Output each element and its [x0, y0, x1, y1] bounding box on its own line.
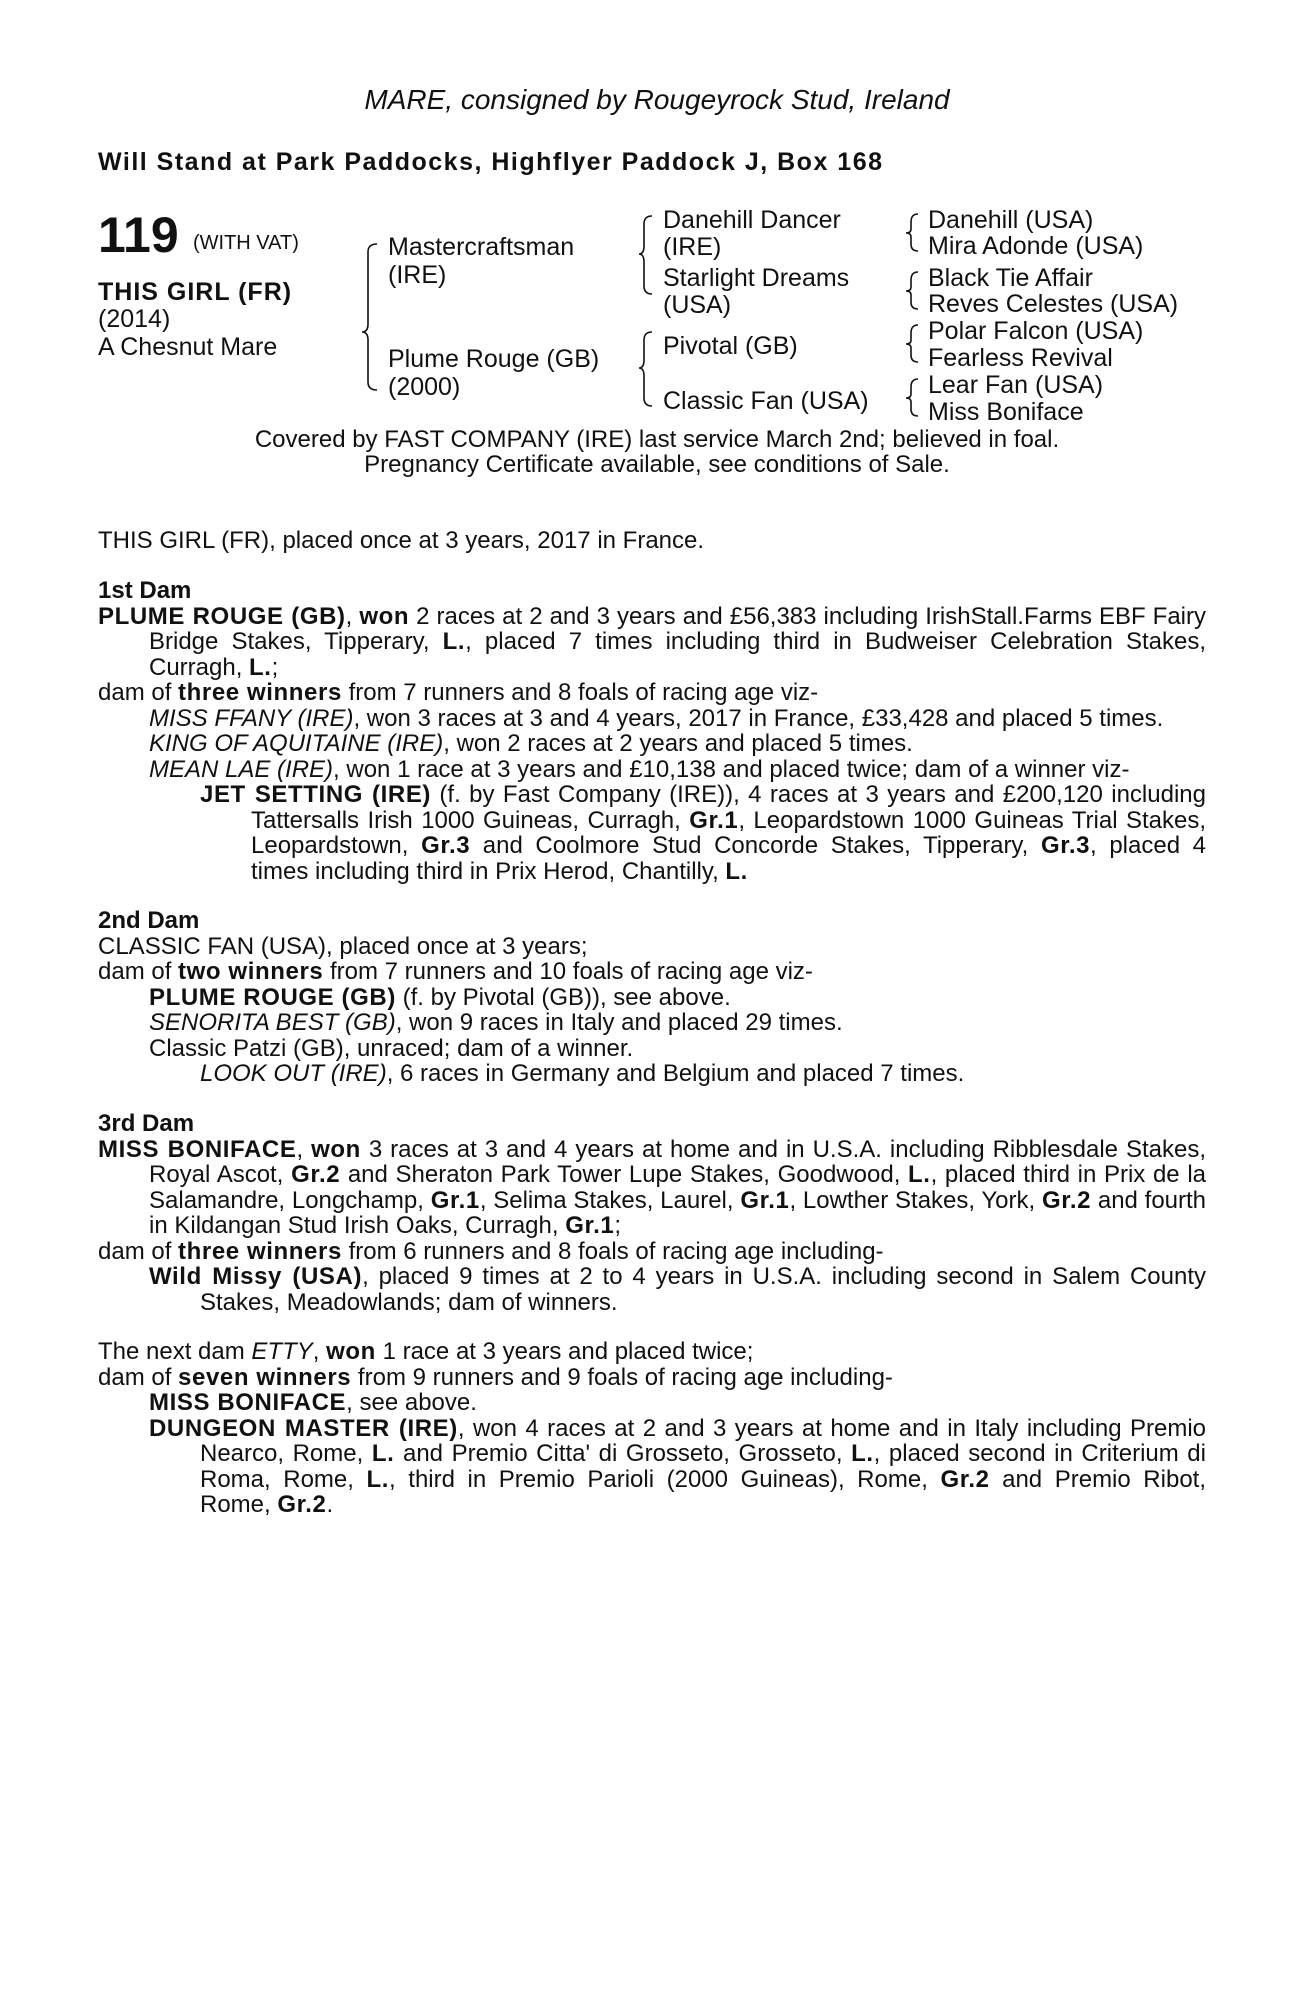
grade-label: Gr.2 — [1041, 1186, 1092, 1214]
g3-6: Fearless Revival — [928, 344, 1113, 372]
record-text: ; — [271, 653, 279, 681]
g3-4: Reves Celestes (USA) — [928, 290, 1179, 318]
g3-7: Lear Fan (USA) — [928, 371, 1104, 399]
produce-text: . — [326, 1491, 334, 1518]
sire-suffix: (IRE) — [388, 261, 447, 289]
sire-sire-suffix: (IRE) — [663, 233, 722, 261]
sire-dam-name: Starlight Dreams — [663, 264, 850, 292]
produce-name: MISS FFANY (IRE) — [149, 704, 354, 732]
produce-text: , won 9 races in Italy and placed 29 times. — [395, 1009, 843, 1036]
horse-name: THIS GIRL (FR) — [98, 278, 293, 306]
winners-count: three winners — [178, 1237, 342, 1265]
horse-description: A Chesnut Mare — [98, 333, 278, 361]
covered-line-1: Covered by FAST COMPANY (IRE) last service March 2nd; believed in foal. — [254, 426, 1060, 453]
second-dam-produce-summary — [98, 959, 1206, 985]
produce-name: SENORITA BEST (GB) — [149, 1009, 396, 1036]
foaling-year: (2014) — [98, 305, 171, 333]
second-dam-record: CLASSIC FAN (USA), placed once at 3 years; — [98, 932, 588, 960]
comma: , — [345, 602, 360, 630]
dam-of-text: dam of — [98, 958, 179, 985]
next-dam-record — [98, 1339, 1206, 1365]
dam-of-text: from 7 runners and 8 foals of racing age viz- — [341, 679, 819, 706]
produce-name: LOOK OUT (IRE) — [200, 1060, 387, 1087]
produce-name: KING OF AQUITAINE (IRE) — [149, 730, 444, 757]
grade-label: Gr.3 — [421, 832, 471, 859]
stand-location: Will Stand at Park Paddocks, Highflyer Paddock J, Box 168 — [98, 148, 884, 176]
produce-name: MEAN LAE (IRE) — [149, 755, 334, 783]
produce-text: , see above. — [346, 1389, 477, 1416]
next-dam-name: ETTY — [251, 1338, 313, 1365]
first-dam-name: PLUME ROUGE (GB) — [98, 602, 346, 630]
brace-main — [362, 244, 377, 390]
brace-dam — [639, 332, 652, 406]
first-dam-heading: 1st Dam — [98, 577, 192, 604]
record-text: and fourth in Kildangan Stud Irish Oaks, Curragh, — [149, 1186, 1207, 1239]
sire-sire-name: Danehill Dancer — [663, 206, 841, 234]
pedigree-brackets — [0, 0, 1314, 440]
comma: , — [296, 1135, 312, 1163]
produce-text: , won 4 races at 2 and 3 years at home and in Italy including Premio Nearco, Rome, — [200, 1414, 1206, 1467]
produce-text: (f. by Pivotal (GB)), see above. — [395, 983, 731, 1011]
grade-label: L. — [366, 1465, 390, 1493]
first-dam-record — [98, 604, 1206, 681]
winners-count: seven winners — [178, 1363, 352, 1391]
grade-label: Gr.1 — [430, 1186, 480, 1214]
produce-item — [98, 1416, 1206, 1518]
summary-text: THIS GIRL (FR), placed once at 3 years, 2017 in France. — [98, 527, 705, 554]
next-dam-text: 1 race at 3 years and placed twice; — [375, 1338, 754, 1365]
g3-1: Danehill (USA) — [928, 206, 1094, 234]
brace-g3-d — [906, 379, 918, 416]
brace-sire — [639, 216, 652, 294]
produce-item — [98, 731, 1206, 757]
grade-label: L. — [908, 1161, 931, 1188]
produce-item: Classic Patzi (GB), unraced; dam of a winner. — [149, 1034, 634, 1062]
third-dam-heading: 3rd Dam — [98, 1110, 195, 1137]
grade-label: L. — [442, 628, 466, 655]
g3-5: Polar Falcon (USA) — [928, 317, 1144, 345]
dam-sire-name: Pivotal (GB) — [663, 332, 798, 360]
second-dam-section — [98, 908, 1206, 1087]
record-text: , placed third in Prix de la Salamandre, Longchamp, — [149, 1161, 1206, 1214]
produce-text: and Premio Ribot, Rome, — [200, 1465, 1206, 1518]
produce-text: , 6 races in Germany and Belgium and placed 7 times. — [386, 1060, 965, 1087]
produce-item — [98, 1390, 1206, 1416]
next-dam-produce-summary — [98, 1365, 1206, 1391]
produce-text: , won 3 races at 3 and 4 years, 2017 in France, £33,428 and placed 5 times. — [353, 704, 1164, 732]
brace-g3-b — [906, 272, 918, 309]
grade-label: Gr.3 — [1040, 832, 1091, 859]
sire-dam-suffix: (USA) — [663, 291, 732, 319]
brace-g3-a — [906, 214, 918, 251]
next-dam-section — [98, 1339, 1206, 1518]
record-text: , placed 7 times including third in Budweiser Celebration Stakes, Curragh, — [149, 628, 1206, 681]
grade-label: L. — [725, 857, 748, 885]
grade-label: L. — [249, 653, 272, 681]
dam-of-text: dam of — [98, 1237, 179, 1265]
produce-name: DUNGEON MASTER (IRE) — [149, 1414, 458, 1442]
dam-year: (2000) — [388, 373, 461, 401]
record-text: 3 races at 3 and 4 years at home and in U.S.A. including Ribblesdale Stakes, Royal Ascot, — [149, 1135, 1206, 1188]
third-dam-produce-summary — [98, 1239, 1206, 1265]
grade-label: L. — [851, 1440, 874, 1467]
record-text: and Sheraton Park Tower Lupe Stakes, Goodwood, — [340, 1161, 909, 1188]
produce-item — [98, 782, 1206, 884]
dam-of-text: dam of — [98, 679, 179, 706]
g3-2: Mira Adonde (USA) — [928, 232, 1144, 260]
produce-text: and Premio Citta' di Grosseto, Grosseto, — [394, 1440, 852, 1467]
summary — [98, 528, 1206, 554]
produce-text: and Coolmore Stud Concorde Stakes, Tipperary, — [470, 832, 1041, 859]
won-label: won — [326, 1338, 376, 1365]
produce-text: , placed 9 times at 2 to 4 years in U.S.A. including second in Salem County Stakes, Meadowlands; dam of winners. — [200, 1263, 1207, 1316]
winners-count: two winners — [178, 958, 324, 985]
produce-text: , placed second in Criterium di Roma, Rome, — [200, 1440, 1206, 1493]
dam-of-text: dam of — [98, 1363, 179, 1391]
produce-name: JET SETTING (IRE) — [200, 781, 432, 808]
produce-text: , won 2 races at 2 years and placed 5 times. — [443, 730, 913, 757]
sire-name: Mastercraftsman — [388, 233, 575, 261]
grade-label: Gr.1 — [689, 806, 739, 834]
produce-text: , placed 4 times including third in Prix Herod, Chantilly, — [251, 832, 1207, 885]
produce-name: PLUME ROUGE (GB) — [149, 983, 396, 1011]
lot-number: 119 — [98, 207, 179, 263]
record-text: 2 races at 2 and 3 years and £56,383 including IrishStall.Farms EBF Fairy Bridge Stakes, Tipperary, — [149, 602, 1206, 655]
produce-item — [98, 757, 1206, 783]
grade-label: Gr.2 — [940, 1465, 990, 1493]
produce-item — [98, 1010, 1206, 1036]
comma: , — [312, 1338, 327, 1365]
brace-g3-c — [906, 325, 918, 362]
won-label: won — [311, 1135, 361, 1163]
produce-text: (f. by Fast Company (IRE)), 4 races at 3 years and £200,120 including Tattersalls Irish 1000 Guineas, Curragh, — [251, 781, 1206, 834]
dam-of-text: from 9 runners and 9 foals of racing age including- — [351, 1363, 893, 1391]
grade-label: Gr.1 — [565, 1212, 615, 1239]
dam-of-text: from 7 runners and 10 foals of racing age viz- — [323, 958, 813, 985]
grade-label: Gr.2 — [277, 1491, 327, 1518]
dam-name: Plume Rouge (GB) — [388, 345, 600, 373]
produce-item — [98, 706, 1206, 732]
dam-of-text: from 6 runners and 8 foals of racing age including- — [341, 1237, 884, 1265]
first-dam-produce-summary — [98, 680, 1206, 706]
produce-item — [98, 1061, 1206, 1087]
winners-count: three winners — [178, 679, 342, 706]
grade-label: Gr.1 — [740, 1186, 790, 1214]
consignor-title: MARE, consigned by Rougeyrock Stud, Ireland — [364, 84, 950, 115]
second-dam-heading: 2nd Dam — [98, 907, 200, 934]
covered-line-2: Pregnancy Certificate available, see conditions of Sale. — [364, 451, 950, 478]
dam-dam-name: Classic Fan (USA) — [663, 387, 869, 415]
produce-item — [98, 985, 1206, 1011]
grade-label: L. — [371, 1440, 395, 1467]
vat-label: (WITH VAT) — [193, 232, 299, 254]
won-label: won — [359, 602, 410, 630]
produce-text: , Leopardstown 1000 Guineas Trial Stakes, Leopardstown, — [251, 806, 1206, 859]
record-text: , Lowther Stakes, York, — [789, 1186, 1042, 1214]
g3-3: Black Tie Affair — [928, 264, 1093, 292]
produce-text: , third in Premio Parioli (2000 Guineas), Rome, — [389, 1465, 941, 1493]
record-text: ; — [614, 1212, 621, 1239]
produce-name: Wild Missy (USA) — [149, 1263, 363, 1290]
record-text: , Selima Stakes, Laurel, — [479, 1186, 741, 1214]
produce-text: , won 1 race at 3 years and £10,138 and placed twice; dam of a winner viz- — [333, 755, 1130, 783]
third-dam-record — [98, 1137, 1206, 1239]
next-dam-text: The next dam — [98, 1338, 252, 1365]
grade-label: Gr.2 — [291, 1161, 341, 1188]
g3-8: Miss Boniface — [928, 398, 1084, 426]
first-dam-section — [98, 578, 1206, 884]
third-dam-section — [98, 1111, 1206, 1315]
produce-item — [98, 1264, 1206, 1315]
third-dam-name: MISS BONIFACE — [98, 1135, 297, 1163]
produce-name: MISS BONIFACE — [149, 1389, 347, 1416]
